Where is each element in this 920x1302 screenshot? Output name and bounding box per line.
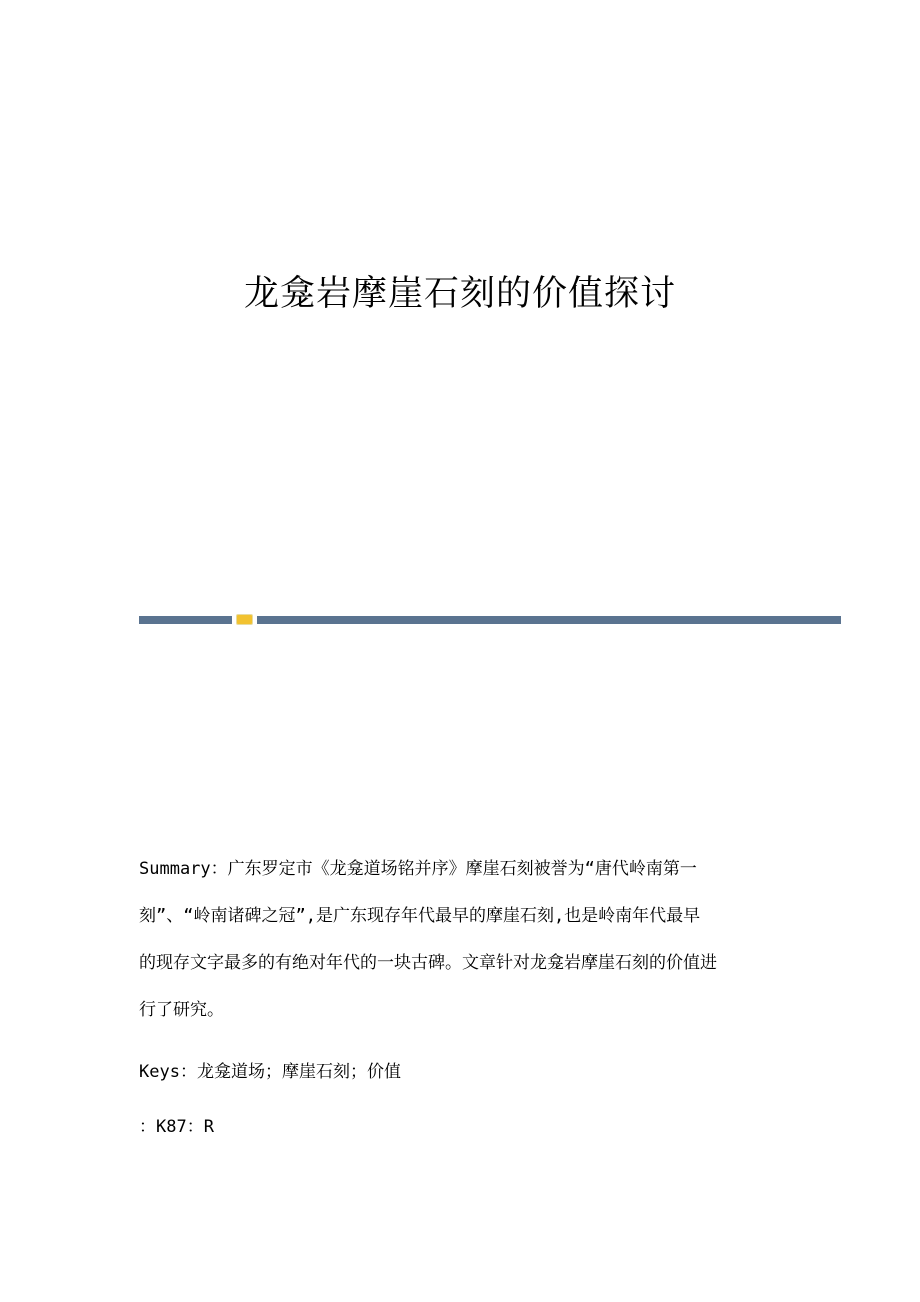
keywords bbox=[139, 1057, 401, 1082]
summary-line: 刻”、“岭南诸碑之冠”,是广东现存年代最早的摩崖石刻,也是岭南年代最早 bbox=[139, 906, 701, 926]
divider-left-bar bbox=[139, 616, 232, 624]
summary-line: 行了研究。 bbox=[139, 1000, 224, 1020]
keys-label: Keys： bbox=[139, 1062, 197, 1082]
classification-number: ：K87：R bbox=[139, 1117, 214, 1137]
divider-ornament-icon bbox=[236, 614, 253, 625]
summary-label: Summary： bbox=[139, 859, 228, 879]
summary-paragraph bbox=[139, 857, 717, 1045]
keys-value: 龙龛道场；摩崖石刻；价值 bbox=[196, 1062, 401, 1082]
summary-line: 广东罗定市《龙龛道场铭并序》摩崖石刻被誉为“唐代岭南第一 bbox=[227, 859, 697, 879]
document-title: 龙龛岩摩崖石刻的价值探讨 bbox=[243, 274, 676, 314]
divider-right-bar bbox=[257, 616, 841, 624]
summary-line: 的现存文字最多的有绝对年代的一块古碑。文章针对龙龛岩摩崖石刻的价值进 bbox=[139, 953, 717, 973]
